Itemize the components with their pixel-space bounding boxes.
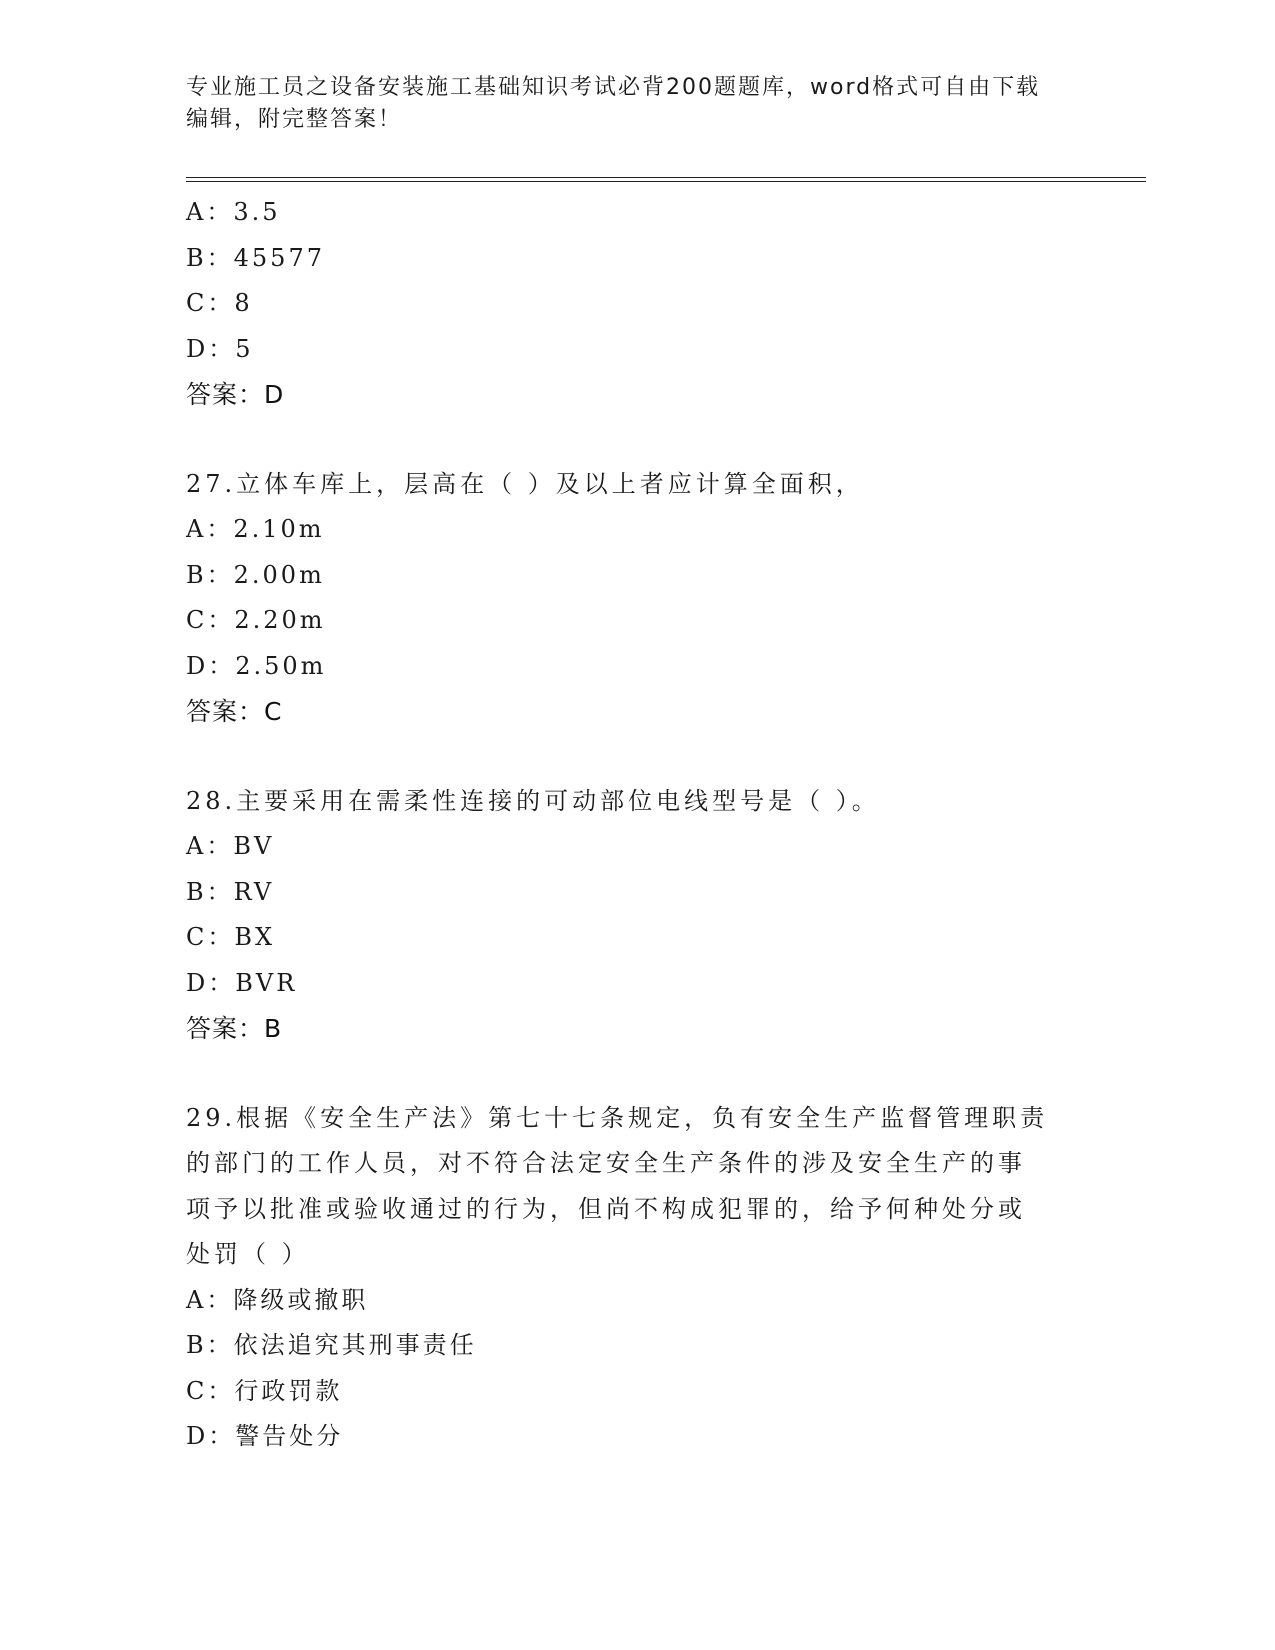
question-list — [186, 190, 1086, 1460]
option-b: B：2.00m — [186, 560, 325, 589]
answer-line: 答案：C — [186, 697, 283, 726]
option-c: C：8 — [186, 289, 253, 317]
option-c: C：BX — [186, 923, 276, 951]
option-b: B：RV — [186, 877, 275, 906]
question-block-27 — [186, 462, 1086, 735]
option-a: A：降级或撤职 — [186, 1285, 369, 1314]
option-b: B：依法追究其刑事责任 — [186, 1331, 477, 1359]
header-divider-bottom — [186, 181, 1146, 182]
option-d: D：2.50m — [186, 651, 327, 680]
question-text-line-1: 29.根据《安全生产法》第七十七条规定，负有安全生产监督管理职责 — [186, 1103, 1049, 1132]
question-block-28 — [186, 779, 1086, 1052]
option-d: D：5 — [186, 334, 254, 363]
header-title-line-2: 编辑，附完整答案！ — [186, 107, 403, 132]
question-text: 27.立体车库上，层高在（ ）及以上者应计算全面积， — [186, 469, 864, 498]
header-title-line-1: 专业施工员之设备安装施工基础知识考试必背200题题库，word格式可自由下载 — [186, 75, 1041, 100]
answer-line: 答案：D — [186, 380, 285, 409]
page-header-title — [186, 72, 1066, 136]
question-text: 28.主要采用在需柔性连接的可动部位电线型号是（ ）。 — [186, 786, 880, 815]
option-a: A：2.10m — [186, 515, 325, 543]
option-a: A：BV — [186, 832, 275, 860]
question-block-29 — [186, 1096, 1086, 1460]
option-d: D：警告处分 — [186, 1422, 344, 1450]
question-text-line-4: 处罚（ ） — [186, 1240, 310, 1268]
question-text-line-2: 的部门的工作人员，对不符合法定安全生产条件的涉及安全生产的事 — [186, 1149, 1026, 1177]
option-a: A：3.5 — [186, 198, 281, 226]
question-text-line-3: 项予以批准或验收通过的行为，但尚不构成犯罪的，给予何种处分或 — [186, 1194, 1026, 1223]
option-b: B：45577 — [186, 243, 325, 272]
question-block-26 — [186, 190, 1086, 418]
header-divider-top — [186, 177, 1146, 178]
option-d: D：BVR — [186, 968, 298, 997]
option-c: C：行政罚款 — [186, 1376, 343, 1405]
option-c: C：2.20m — [186, 606, 326, 634]
answer-line: 答案：B — [186, 1014, 283, 1043]
